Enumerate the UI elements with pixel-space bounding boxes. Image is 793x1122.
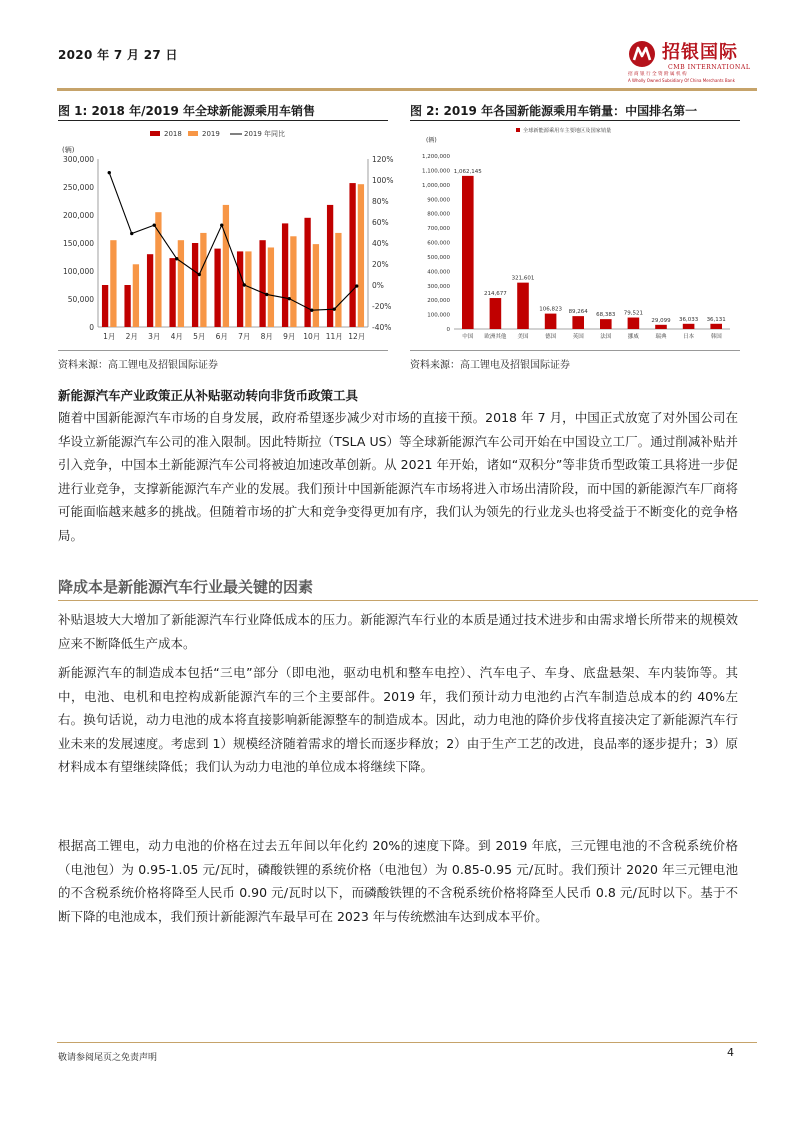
chart1-ytick: 100,000 <box>62 267 94 276</box>
chart1-xtick: 12月 <box>348 332 366 341</box>
chart1-yoy-point <box>288 297 291 300</box>
figure1-source: 资料来源：高工锂电及招银国际证券 <box>58 360 218 371</box>
chart2-bar <box>628 318 640 329</box>
chart1-bar-2019 <box>155 212 161 327</box>
chart2-ytick: 700,000 <box>427 226 450 233</box>
chart2-ytick: 1,100,000 <box>422 168 450 175</box>
figure2-chart <box>410 122 742 348</box>
paragraph-policy: 随着中国新能源汽车市场的自身发展，政府希望逐步减少对市场的直接干预。2018 年 7 月，中国正式放宽了对外国公司在华设立新能源汽车公司的准入限制。因此特斯拉（TSLA US）等全球新能源汽车公司开始在中国设立工厂。通过削减补贴并引入竞争，中国本土新能源汽车公司将被迫加速改革创新。从 2021 年开始，诸如“双积分”等非货币型政策工具将进一步促进行业竞争，支撑新能源汽车产业的发展。我们预计中国新能源汽车市场将进入市场出清阶段，而中国的新能源汽车厂商将可能面临越来越多的挑战。但随着市场的扩大和竞争变得更加有序，我们认为领先的行业龙头也将受益于不断变化的竞争格局。 <box>58 410 738 543</box>
cmb-logo-icon <box>628 40 656 68</box>
chart2-data-label: 321,601 <box>511 275 535 282</box>
chart2-ytick: 1,200,000 <box>422 154 450 160</box>
chart1-bar-2019 <box>200 233 206 327</box>
page-number: 4 <box>727 1046 734 1059</box>
chart1-bar-2018 <box>282 223 288 327</box>
chart1-bar-2019 <box>223 205 229 327</box>
figure2-title-rule <box>410 120 740 121</box>
chart2-bar <box>545 314 557 329</box>
chart2-ytick: 600,000 <box>427 240 450 247</box>
paragraph-battery-price: 根据高工锂电，动力电池的价格在过去五年间以年化约 20%的速度下降。到 2019 年底，三元锂电池的不含税系统价格（电池包）为 0.95-1.05 元/瓦时，磷酸铁锂的系统价格（电池包）为 0.85-0.95 元/瓦时。我们预计 2020 年三元锂电池的不含税系统价格将降至人民币 0.90 元/瓦时以下，而磷酸铁锂的不含税系统价格将降至人民币 0.8 元/瓦时以下。基于不断下降的电池成本，我们预计新能源汽车最早可在 2023 年与传统燃油车达到成本平价。 <box>58 838 738 924</box>
chart1-yoy-point <box>243 283 246 286</box>
chart1-y2tick: 20% <box>372 260 389 269</box>
chart2-ylabel: (辆) <box>426 137 437 144</box>
chart2-ytick: 300,000 <box>427 283 450 290</box>
chart1-y2tick: 120% <box>372 155 394 164</box>
chart2-ytick: 0 <box>446 327 450 333</box>
chart1-y2tick: 100% <box>372 176 394 185</box>
chart1-bar-2018 <box>237 251 243 327</box>
chart2-ytick: 900,000 <box>427 197 450 204</box>
chart2-ytick: 500,000 <box>427 254 450 261</box>
chart1-xtick: 2月 <box>125 332 138 341</box>
chart1-yoy-point <box>355 284 358 287</box>
chart1-yoy-point <box>153 223 156 226</box>
chart2-ytick: 800,000 <box>427 211 450 218</box>
chart1-yoy-point <box>265 293 268 296</box>
chart1-legend-swatch-0 <box>150 131 160 136</box>
chart2-xtick: 挪威 <box>627 334 639 340</box>
chart1-y2tick: 0% <box>372 281 384 290</box>
chart1-yoy-line <box>109 173 357 311</box>
chart1-xtick: 7月 <box>238 332 251 341</box>
chart2-data-label: 36,033 <box>678 316 699 323</box>
chart2-xtick: 日本 <box>683 334 695 340</box>
chart1-yoy-point <box>198 273 201 276</box>
chart1-bar-2019 <box>110 240 116 327</box>
paragraph-cost-structure: 新能源汽车的制造成本包括“三电”部分（即电池，驱动电机和整车电控）、汽车电子、车身、底盘悬架、车内装饰等。其中，电池、电机和电控构成新能源汽车的三个主要部件。2019 年，我们预计动力电池约占汽车制造总成本的约 40%左右。换句话说，动力电池的成本将直接影响新能源整车的制造成本。因此，动力电池的降价步伐将直接决定了新能源汽车行业未来的发展速度。考虑到 1）规模经济随着需求的增长而逐步释放；2）由于生产工艺的改进，良品率的逐步提升；3）原材料成本有望继续降低；我们认为动力电池的单位成本将继续下降。 <box>58 665 738 774</box>
chart1-bar-2018 <box>214 249 220 327</box>
chart2-xtick: 法国 <box>600 334 612 340</box>
chart1-y2tick: -20% <box>372 302 392 311</box>
chart1-y2tick: -40% <box>372 323 392 332</box>
chart2-data-label: 1,062,145 <box>453 168 482 175</box>
chart1-legend-label-2: 2019 年同比 <box>244 130 286 138</box>
section-divider <box>58 600 758 601</box>
chart1-yoy-point <box>130 232 133 235</box>
chart2-legend-swatch <box>516 128 520 132</box>
chart1-bar-2019 <box>178 240 184 327</box>
chart1-yoy-point <box>175 257 178 260</box>
chart2-xtick: 英国 <box>572 334 584 340</box>
chart1-bar-2018 <box>102 285 108 327</box>
figure2-source: 资料来源：高工锂电及招银国际证券 <box>410 360 570 371</box>
figure1-source-rule <box>58 350 388 351</box>
chart2-bar <box>517 283 529 329</box>
chart1-legend-label-0: 2018 <box>164 130 182 138</box>
chart1-bar-2018 <box>169 258 175 327</box>
chart1-legend-label-1: 2019 <box>202 130 220 138</box>
chart1-ytick: 50,000 <box>67 295 94 304</box>
footer-divider <box>57 1042 757 1043</box>
chart1-y2tick: 80% <box>372 197 389 206</box>
chart2-ytick: 400,000 <box>427 269 450 276</box>
chart1-yoy-point <box>220 223 223 226</box>
chart2-data-label: 214,677 <box>484 291 507 298</box>
chart1-bar-2018 <box>124 285 130 327</box>
chart1-bar-2018 <box>192 243 198 327</box>
chart1-bar-2019 <box>290 236 296 327</box>
chart1-bar-2018 <box>327 205 333 327</box>
chart2-xtick: 德国 <box>545 334 557 340</box>
chart1-xtick: 11月 <box>325 332 343 341</box>
report-date: 2020 年 7 月 27 日 <box>58 48 178 62</box>
chart1-bar-2019 <box>335 233 341 327</box>
chart1-xtick: 5月 <box>193 332 206 341</box>
chart1-xtick: 4月 <box>170 332 183 341</box>
chart2-bar <box>572 316 584 329</box>
chart2-data-label: 29,099 <box>651 317 671 324</box>
chart2-xtick: 韩国 <box>710 334 722 340</box>
chart2-ytick: 100,000 <box>427 312 450 319</box>
paragraph-cost-pressure: 补贴退坡大大增加了新能源汽车行业降低成本的压力。新能源汽车行业的本质是通过技术进步和由需求增长所带来的规模效应来不断降低生产成本。 <box>58 612 738 651</box>
chart2-data-label: 68,383 <box>596 312 616 319</box>
chart2-bar <box>600 319 612 329</box>
chart2-data-label: 79,521 <box>623 310 644 317</box>
figure1-chart <box>58 122 398 348</box>
chart2-ytick: 200,000 <box>427 298 450 305</box>
chart1-yoy-point <box>310 309 313 312</box>
chart1-xtick: 3月 <box>148 332 161 341</box>
chart1-xtick: 8月 <box>260 332 273 341</box>
figure2-title: 图 2: 2019 年各国新能源乘用车销量：中国排名第一 <box>410 104 698 118</box>
brand-subtitle-en: A Wholly Owned Subsidiary Of China Merchants Bank <box>628 78 735 83</box>
chart1-ytick: 300,000 <box>62 155 94 164</box>
chart1-bar-2018 <box>147 254 153 327</box>
chart1-legend-swatch-1 <box>188 131 198 136</box>
chart1-bar-2019 <box>358 184 364 327</box>
chart1-yoy-point <box>333 307 336 310</box>
chart1-y2tick: 60% <box>372 218 389 227</box>
chart2-xtick: 欧洲其他 <box>484 334 507 340</box>
chart1-y2tick: 40% <box>372 239 389 248</box>
chart1-ytick: 250,000 <box>62 183 94 192</box>
chart2-bar <box>655 325 667 329</box>
chart2-data-label: 89,264 <box>568 309 588 316</box>
figure1-title-rule <box>58 120 388 121</box>
chart1-yoy-point <box>108 171 111 174</box>
chart1-bar-2019 <box>268 247 274 327</box>
chart2-ytick: 1,000,000 <box>422 182 450 189</box>
chart1-ytick: 0 <box>89 323 94 332</box>
header-divider <box>57 88 757 91</box>
brand-name-en: CMB INTERNATIONAL <box>668 64 751 71</box>
chart1-xtick: 6月 <box>215 332 228 341</box>
chart2-bar <box>710 324 722 329</box>
brand-name-cn: 招银国际 <box>662 42 738 63</box>
section-title: 降成本是新能源汽车行业最关键的因素 <box>58 578 314 596</box>
chart2-data-label: 106,823 <box>539 306 562 313</box>
chart2-bar <box>683 324 695 329</box>
chart1-bar-2018 <box>259 240 265 327</box>
chart1-bar-2019 <box>133 264 139 327</box>
chart2-legend-label: 全球新能源乘用车主要地区及国家销量 <box>523 128 612 134</box>
brand-logo <box>628 36 758 86</box>
figure1-title: 图 1: 2018 年/2019 年全球新能源乘用车销售 <box>58 104 316 118</box>
chart1-xtick: 1月 <box>103 332 116 341</box>
figure2-source-rule <box>410 350 740 351</box>
chart1-ytick: 150,000 <box>62 239 94 248</box>
chart2-bar <box>490 298 502 329</box>
chart1-ytick: 200,000 <box>62 211 94 220</box>
policy-heading: 新能源汽车产业政策正从补贴驱动转向非货币政策工具 <box>58 388 359 403</box>
chart1-xtick: 10月 <box>303 332 321 341</box>
chart2-xtick: 瑞典 <box>655 334 667 340</box>
chart2-bar <box>462 176 474 329</box>
chart2-xtick: 中国 <box>462 334 474 340</box>
footer-disclaimer: 敬请参阅尾页之免责声明 <box>58 1053 158 1063</box>
chart1-bar-2018 <box>349 183 355 327</box>
chart2-data-label: 36,131 <box>706 316 726 323</box>
chart1-bar-2019 <box>245 251 251 327</box>
brand-subtitle-cn: 招商银行全资附属机构 <box>628 72 688 77</box>
chart1-bar-2018 <box>304 218 310 327</box>
chart1-ylabel: (辆) <box>62 146 75 154</box>
chart1-xtick: 9月 <box>283 332 296 341</box>
chart2-xtick: 美国 <box>517 334 529 340</box>
chart1-bar-2019 <box>313 244 319 327</box>
